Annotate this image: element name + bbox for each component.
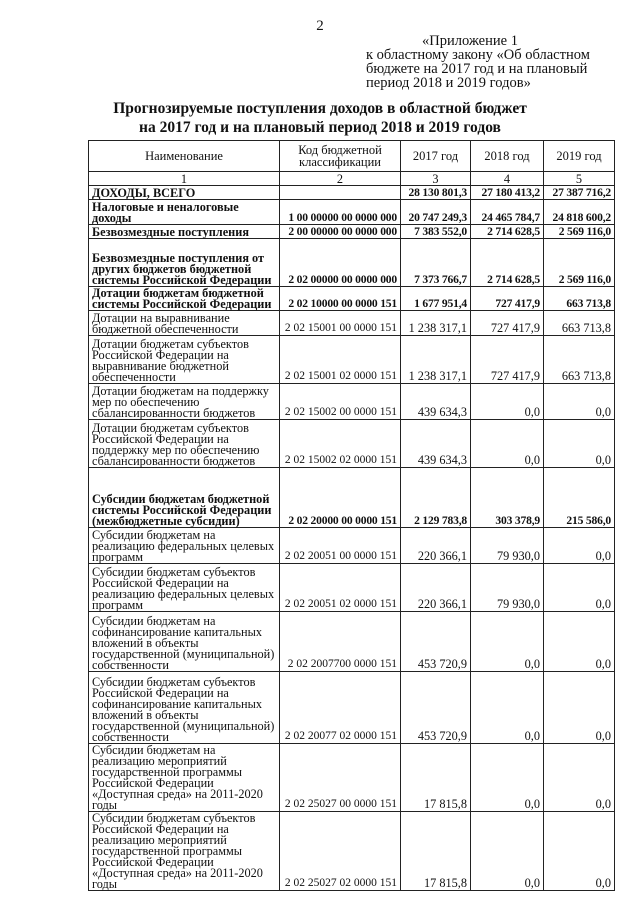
row-2018-cell: 2 714 628,5	[471, 225, 544, 239]
row-code-cell: 2 02 15001 02 0000 151	[280, 336, 401, 384]
row-2019-cell: 0,0	[544, 812, 615, 891]
row-code-cell: 2 02 25027 00 0000 151	[280, 744, 401, 812]
table-row	[89, 225, 615, 239]
row-2018-cell: 0,0	[471, 612, 544, 672]
row-2017-cell: 7 373 766,7	[401, 239, 471, 287]
header-name: Наименование	[89, 141, 280, 172]
col-number: 4	[471, 172, 544, 186]
table-row	[89, 239, 615, 287]
table-row	[89, 186, 615, 200]
row-2019-cell: 663 713,8	[544, 287, 615, 311]
header-code: Код бюджетной классификации	[280, 141, 401, 172]
table-row	[89, 468, 615, 528]
table-row	[89, 564, 615, 612]
row-2018-cell: 27 180 413,2	[471, 186, 544, 200]
appendix-line-4: период 2018 и 2019 годов»	[366, 75, 531, 91]
appendix-line-1: «Приложение 1	[422, 33, 518, 49]
table-row	[89, 311, 615, 336]
row-name-cell: Дотации бюджетам субъектов Российской Федерации на выравнивание бюджетной обеспеченности	[89, 336, 280, 384]
row-name-cell: ДОХОДЫ, ВСЕГО	[89, 186, 280, 200]
row-2017-cell: 453 720,9	[401, 612, 471, 672]
row-code-cell: 2 02 20051 00 0000 151	[280, 528, 401, 564]
row-2019-cell: 0,0	[544, 528, 615, 564]
row-2019-cell: 0,0	[544, 384, 615, 420]
row-code-cell: 2 02 15002 02 0000 151	[280, 420, 401, 468]
row-code-cell: 2 02 15001 00 0000 151	[280, 311, 401, 336]
row-2019-cell: 0,0	[544, 564, 615, 612]
row-2018-cell: 303 378,9	[471, 468, 544, 528]
row-2017-cell: 1 677 951,4	[401, 287, 471, 311]
row-2017-cell: 220 366,1	[401, 528, 471, 564]
row-name-cell: Дотации на выравнивание бюджетной обеспеченности	[89, 311, 280, 336]
table-row	[89, 812, 615, 891]
header-2018: 2018 год	[471, 141, 544, 172]
header-2019: 2019 год	[544, 141, 615, 172]
row-name-cell: Дотации бюджетам на поддержку мер по обеспечению сбалансированности бюджетов	[89, 384, 280, 420]
row-code-cell: 2 02 10000 00 0000 151	[280, 287, 401, 311]
row-name-cell: Безвозмездные поступления	[89, 225, 280, 239]
col-number: 3	[401, 172, 471, 186]
row-2019-cell: 2 569 116,0	[544, 239, 615, 287]
col-number: 1	[89, 172, 280, 186]
row-code-cell: 2 02 00000 00 0000 000	[280, 239, 401, 287]
row-2017-cell: 7 383 552,0	[401, 225, 471, 239]
page-number: 2	[316, 18, 324, 34]
col-number: 5	[544, 172, 615, 186]
row-2017-cell: 2 129 783,8	[401, 468, 471, 528]
appendix-line-2: к областному закону «Об областном	[366, 47, 590, 63]
row-2018-cell: 0,0	[471, 384, 544, 420]
document-title	[0, 99, 640, 137]
row-name-cell: Субсидии бюджетам на реализацию мероприятий государственной программы Российской Федерации «Доступная среда» на 2011-2020 годы	[89, 744, 280, 812]
row-name-cell: Налоговые и неналоговые доходы	[89, 200, 280, 225]
row-code-cell: 2 02 25027 02 0000 151	[280, 812, 401, 891]
row-code-cell: 2 02 20051 02 0000 151	[280, 564, 401, 612]
row-2017-cell: 1 238 317,1	[401, 336, 471, 384]
row-2019-cell: 0,0	[544, 672, 615, 744]
table-row	[89, 336, 615, 384]
row-2019-cell: 0,0	[544, 744, 615, 812]
row-code-cell	[280, 186, 401, 200]
col-number: 2	[280, 172, 401, 186]
row-2018-cell: 0,0	[471, 672, 544, 744]
revenue-table	[88, 140, 615, 891]
row-code-cell: 1 00 00000 00 0000 000	[280, 200, 401, 225]
row-2017-cell: 220 366,1	[401, 564, 471, 612]
row-2019-cell: 663 713,8	[544, 336, 615, 384]
row-name-cell: Субсидии бюджетам субъектов Российской Федерации на реализацию федеральных целевых программ	[89, 564, 280, 612]
row-name-cell: Дотации бюджетам субъектов Российской Федерации на поддержку мер по обеспечению сбалансированности бюджетов	[89, 420, 280, 468]
row-2018-cell: 727 417,9	[471, 311, 544, 336]
row-name-cell: Субсидии бюджетам на софинансирование капитальных вложений в объекты государственной (муниципальной) собственности	[89, 612, 280, 672]
row-2017-cell: 453 720,9	[401, 672, 471, 744]
row-2019-cell: 0,0	[544, 612, 615, 672]
row-code-cell: 2 02 20077 02 0000 151	[280, 672, 401, 744]
table-row	[89, 384, 615, 420]
row-2018-cell: 0,0	[471, 744, 544, 812]
row-2018-cell: 24 465 784,7	[471, 200, 544, 225]
header-2017: 2017 год	[401, 141, 471, 172]
table-row	[89, 200, 615, 225]
row-code-cell: 2 00 00000 00 0000 000	[280, 225, 401, 239]
row-name-cell: Субсидии бюджетам на реализацию федеральных целевых программ	[89, 528, 280, 564]
row-2019-cell: 215 586,0	[544, 468, 615, 528]
row-2018-cell: 727 417,9	[471, 287, 544, 311]
row-2017-cell: 17 815,8	[401, 812, 471, 891]
row-2019-cell: 0,0	[544, 420, 615, 468]
column-number-row	[89, 172, 615, 186]
table-row	[89, 528, 615, 564]
row-2019-cell: 27 387 716,2	[544, 186, 615, 200]
row-2019-cell: 2 569 116,0	[544, 225, 615, 239]
row-2019-cell: 663 713,8	[544, 311, 615, 336]
table-row	[89, 672, 615, 744]
table-header-row	[89, 141, 615, 172]
row-2017-cell: 17 815,8	[401, 744, 471, 812]
table-row	[89, 744, 615, 812]
table-row	[89, 287, 615, 311]
row-code-cell: 2 02 2007700 0000 151	[280, 612, 401, 672]
row-2017-cell: 439 634,3	[401, 420, 471, 468]
row-name-cell: Субсидии бюджетам субъектов Российской Федерации на реализацию мероприятий государственной программы Российской Федерации «Доступная среда» на 2011-2020 годы	[89, 812, 280, 891]
table-row	[89, 612, 615, 672]
row-2019-cell: 24 818 600,2	[544, 200, 615, 225]
row-2018-cell: 79 930,0	[471, 564, 544, 612]
row-2017-cell: 20 747 249,3	[401, 200, 471, 225]
row-2018-cell: 79 930,0	[471, 528, 544, 564]
row-2017-cell: 439 634,3	[401, 384, 471, 420]
row-name-cell: Субсидии бюджетам бюджетной системы Российской Федерации (межбюджетные субсидии)	[89, 468, 280, 528]
appendix-line-3: бюджете на 2017 год и на плановый	[366, 61, 588, 77]
row-2017-cell: 1 238 317,1	[401, 311, 471, 336]
row-2018-cell: 727 417,9	[471, 336, 544, 384]
row-name-cell: Безвозмездные поступления от других бюджетов бюджетной системы Российской Федерации	[89, 239, 280, 287]
title-line-2: на 2017 год и на плановый период 2018 и 2019 годов	[139, 119, 501, 136]
appendix-note	[366, 34, 628, 90]
row-2018-cell: 0,0	[471, 420, 544, 468]
title-line-1: Прогнозируемые поступления доходов в областной бюджет	[113, 100, 527, 117]
row-2018-cell: 0,0	[471, 812, 544, 891]
row-name-cell: Дотации бюджетам бюджетной системы Российской Федерации	[89, 287, 280, 311]
row-2017-cell: 28 130 801,3	[401, 186, 471, 200]
row-code-cell: 2 02 20000 00 0000 151	[280, 468, 401, 528]
table-row	[89, 420, 615, 468]
row-name-cell: Субсидии бюджетам субъектов Российской Федерации на софинансирование капитальных вложений в объекты государственной (муниципальной) собственности	[89, 672, 280, 744]
row-code-cell: 2 02 15002 00 0000 151	[280, 384, 401, 420]
row-2018-cell: 2 714 628,5	[471, 239, 544, 287]
